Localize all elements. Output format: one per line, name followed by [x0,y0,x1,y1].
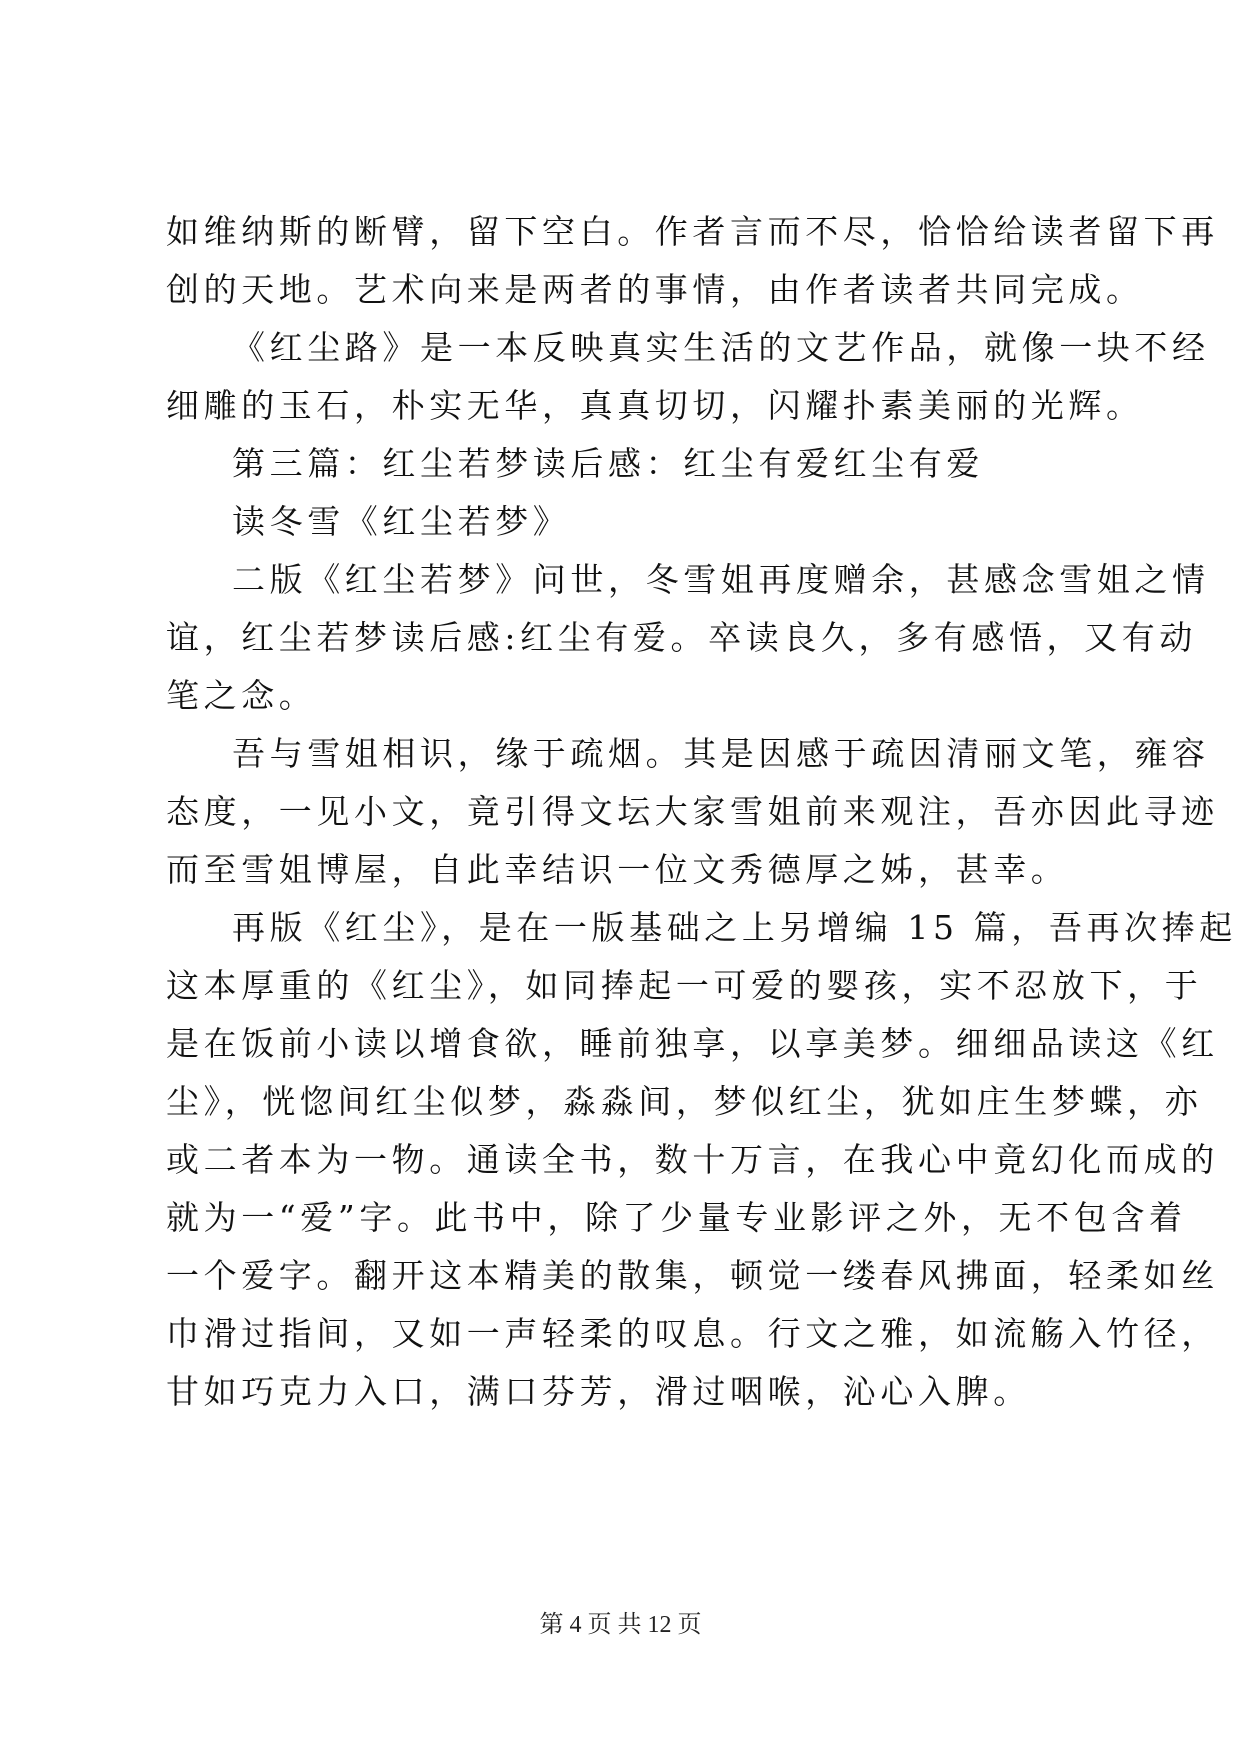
paragraph-line: 谊，红尘若梦读后感:红尘有爱。卒读良久，多有感悟，又有动 [166,618,1197,657]
paragraph-line: 甘如巧克力入口，满口芬芳，滑过咽喉，沁心入脾。 [166,1372,1031,1411]
paragraph-line: 创的天地。艺术向来是两者的事情，由作者读者共同完成。 [166,270,1144,309]
paragraph-line: 再版《红尘》，是在一版基础之上另增编 15 篇，吾再次捧起 [232,908,1237,947]
paragraph-line: 或二者本为一物。通读全书，数十万言，在我心中竟幻化而成的 [166,1140,1219,1179]
section-heading: 第三篇：红尘若梦读后感：红尘有爱红尘有爱 [232,444,984,483]
page-number-footer: 第 4 页 共 12 页 [539,1612,702,1638]
paragraph-line: 态度，一见小文，竟引得文坛大家雪姐前来观注，吾亦因此寻迹 [166,792,1219,831]
paragraph-line: 《红尘路》是一本反映真实生活的文艺作品，就像一块不经 [232,328,1210,367]
paragraph-line: 就为一“爱”字。此书中，除了少量专业影评之外，无不包含着 [166,1198,1187,1237]
paragraph-line: 一个爱字。翻开这本精美的散集，顿觉一缕春风拂面，轻柔如丝 [166,1256,1219,1295]
article-title: 读冬雪《红尘若梦》 [232,502,571,541]
paragraph-line: 如维纳斯的断臂，留下空白。作者言而不尽，恰恰给读者留下再 [166,212,1219,251]
paragraph-line: 这本厚重的《红尘》，如同捧起一可爱的婴孩，实不忍放下，于 [166,966,1203,1005]
paragraph-line: 是在饭前小读以增食欲，睡前独享，以享美梦。细细品读这《红 [166,1024,1219,1063]
paragraph-line: 笔之念。 [166,676,317,715]
paragraph-line: 巾滑过指间，又如一声轻柔的叹息。行文之雅，如流觞入竹径， [166,1314,1219,1353]
paragraph-line: 细雕的玉石，朴实无华，真真切切，闪耀扑素美丽的光辉。 [166,386,1144,425]
paragraph-line: 二版《红尘若梦》问世，冬雪姐再度赠余，甚感念雪姐之情 [232,560,1210,599]
paragraph-line: 尘》，恍惚间红尘似梦，淼淼间，梦似红尘，犹如庄生梦蝶，亦 [166,1082,1203,1121]
paragraph-line: 而至雪姐博屋，自此幸结识一位文秀德厚之姊，甚幸。 [166,850,1069,889]
paragraph-line: 吾与雪姐相识，缘于疏烟。其是因感于疏因清丽文笔，雍容 [232,734,1210,773]
